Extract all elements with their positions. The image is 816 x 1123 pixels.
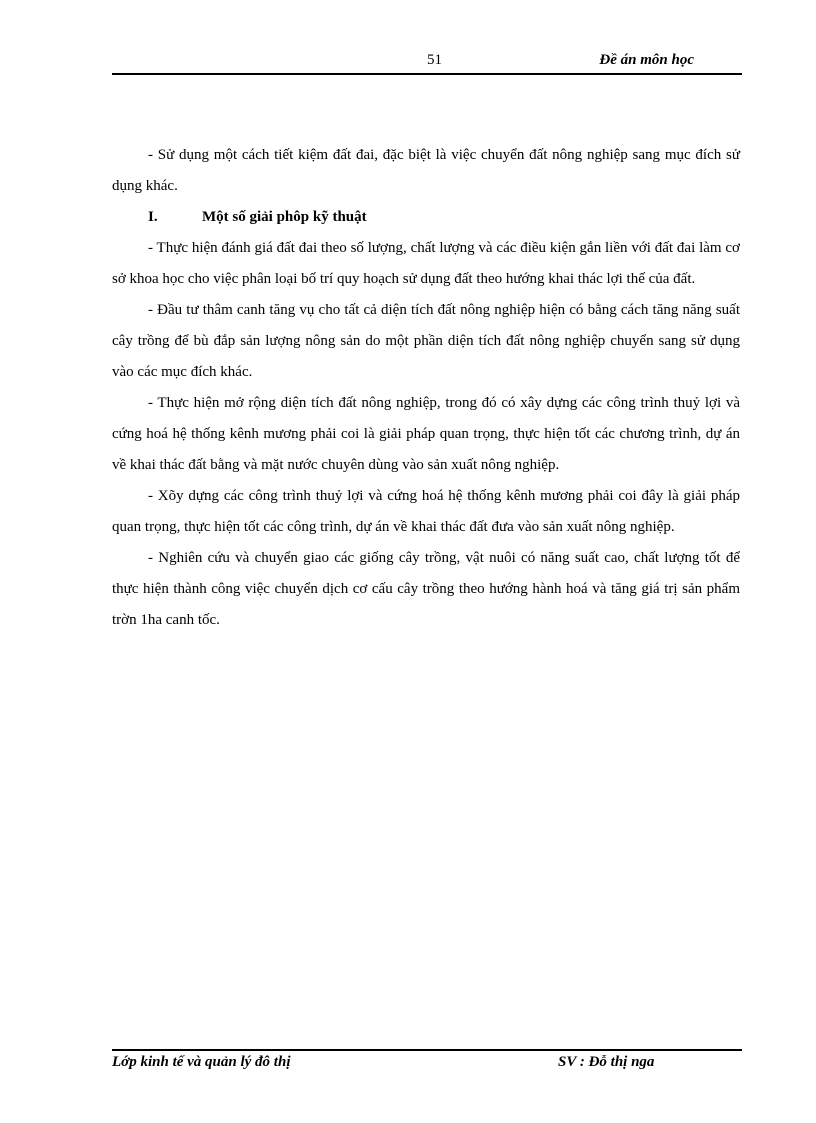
paragraph: - Đầu tư thâm canh tăng vụ cho tất cả diện tích đất nông nghiệp hiện có bằng cách tăng năng suất cây trồng để bù đắp sản lượng nông sản do một phần diện tích đất nông nghiệp chuyển sang sử dụng vào các mục đích khác. <box>112 302 740 380</box>
section-heading-text: Một số giải phôp kỹ thuật <box>202 209 367 225</box>
paragraph: - Nghiên cứu và chuyển giao các giống cây trồng, vật nuôi có năng suất cao, chất lượng tốt để thực hiện thành công việc chuyển dịch cơ cấu cây trồng theo hướng hành hoá và tăng giá trị sản phẩm trờn 1ha canh tốc. <box>112 550 740 628</box>
footer-class-name: Lớp kinh tế và quản lý đô thị <box>112 1054 291 1070</box>
page-number: 51 <box>427 52 442 68</box>
section-number: I. <box>148 209 158 225</box>
paragraph: - Thực hiện đánh giá đất đai theo số lượng, chất lượng và các điều kiện gắn liền với đất đai làm cơ sở khoa học cho việc phân loại bố trí quy hoạch sử dụng đất theo hướng khai thác lợi thế của đất. <box>112 240 740 287</box>
footer-divider <box>112 1049 742 1051</box>
paragraph: - Sử dụng một cách tiết kiệm đất đai, đặc biệt là việc chuyển đất nông nghiệp sang mục đích sử dụng khác. <box>112 147 740 194</box>
footer-student-name: SV : Đỗ thị nga <box>558 1054 655 1070</box>
page-header <box>112 48 742 74</box>
paragraph: - Thực hiện mở rộng diện tích đất nông nghiệp, trong đó có xây dựng các công trình thuỷ lợi và cứng hoá hệ thống kênh mương phải coi là giải pháp quan trọng, thực hiện tốt các chương trình, dự án về khai thác đất bằng và mặt nước chuyên dùng vào sản xuất nông nghiệp. <box>112 395 740 473</box>
document-body <box>112 140 740 636</box>
header-divider <box>112 73 742 75</box>
document-title: Đề án môn học <box>599 52 694 68</box>
section-heading <box>112 202 740 233</box>
paragraph: - Xõy dựng các công trình thuỷ lợi và cứng hoá hệ thống kênh mương phải coi đây là giải pháp quan trọng, thực hiện tốt các công trình, dự án về khai thác đất đưa vào sản xuất nông nghiệp. <box>112 488 740 535</box>
